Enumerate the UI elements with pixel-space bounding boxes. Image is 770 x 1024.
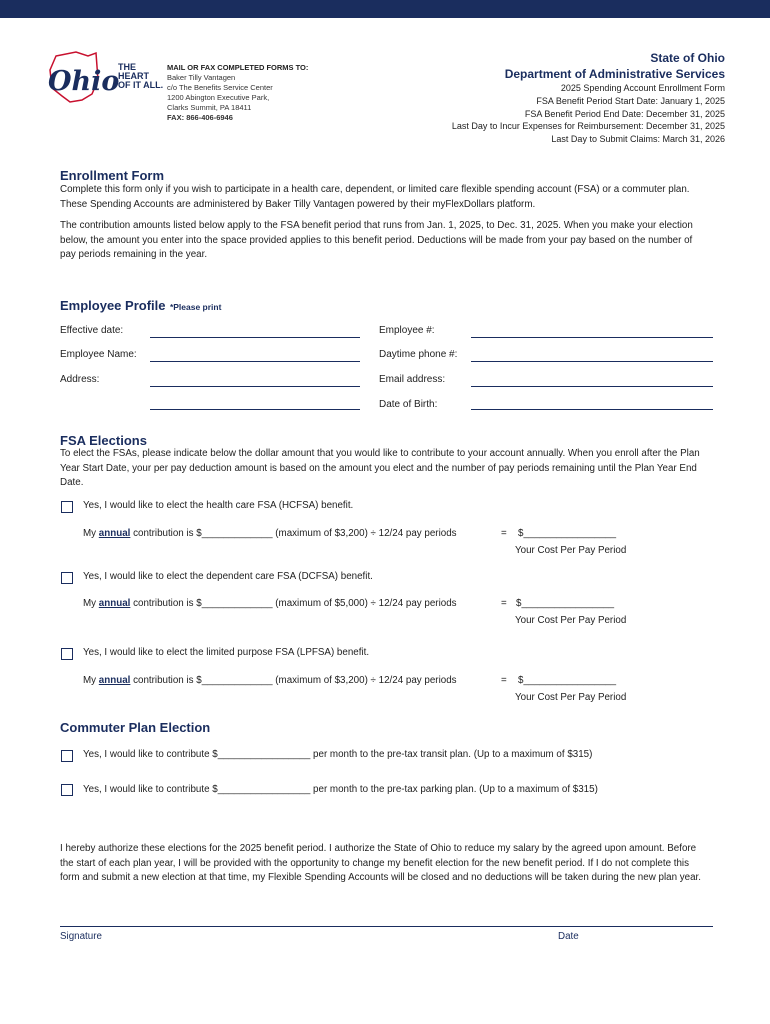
logo-line-1: THE [118, 62, 136, 72]
hcfsa-label: Yes, I would like to elect the health care FSA (HCFSA) benefit. [83, 500, 354, 511]
lpfsa-contribution-text[interactable]: contribution is $_____________ (maximum of $3,200) ÷ 12/24 pay periods [133, 675, 457, 686]
date-label: Date [558, 931, 579, 942]
employee-name-label: Employee Name: [60, 349, 137, 360]
fsa-heading: FSA Elections [60, 433, 147, 448]
dcfsa-cost-label: Your Cost Per Pay Period [515, 615, 627, 626]
dcfsa-label: Yes, I would like to elect the dependent care FSA (DCFSA) benefit. [83, 571, 373, 582]
address-field-1[interactable] [150, 386, 360, 387]
enrollment-paragraph-2: The contribution amounts listed below apply to the FSA benefit period that runs from Jan. 1, 2025, to Dec. 31, 2025. When you make your election below, the amount you enter into the space provided applies to this benefit period. Deductions will be made from your pay based on the number of pay periods remaining in the year. [60, 220, 693, 260]
lpfsa-checkbox[interactable] [61, 648, 73, 660]
logo-line-2: HEART [118, 71, 149, 81]
hcfsa-cost-label: Your Cost Per Pay Period [515, 545, 627, 556]
dob-label: Date of Birth: [379, 399, 438, 410]
lpfsa-cost-label: Your Cost Per Pay Period [515, 692, 627, 703]
effective-date-label: Effective date: [60, 325, 124, 336]
dcfsa-contribution-text[interactable]: contribution is $_____________ (maximum of $5,000) ÷ 12/24 pay periods [133, 598, 457, 609]
print-note: *Please print [169, 302, 222, 312]
mail-line: Clarks Summit, PA 18411 [167, 103, 252, 112]
hcfsa-contribution-text[interactable]: contribution is $_____________ (maximum of $3,200) ÷ 12/24 pay periods [133, 528, 457, 539]
state-info [452, 50, 725, 146]
period-start-line: FSA Benefit Period Start Date: January 1, 2025 [536, 95, 725, 106]
transit-checkbox[interactable] [61, 750, 73, 762]
hcfsa-contribution-row [83, 528, 457, 539]
address-label: Address: [60, 374, 100, 385]
daytime-phone-label: Daytime phone #: [379, 349, 458, 360]
mail-line: Baker Tilly Vantagen [167, 73, 236, 82]
ohio-logo [46, 50, 164, 106]
transit-election[interactable]: Yes, I would like to contribute $_________________ per month to the pre-tax transit plan. (Up to a maximum of $315) [83, 749, 593, 760]
last-day-claims-line: Last Day to Submit Claims: March 31, 2026 [551, 134, 725, 145]
mailing-info [167, 63, 308, 123]
contribution-prefix: My [83, 675, 97, 686]
daytime-phone-field[interactable] [471, 361, 713, 362]
dcfsa-checkbox[interactable] [61, 572, 73, 584]
equals-sign: = [501, 675, 507, 686]
department-name: Department of Administrative Services [504, 67, 725, 81]
period-end-line: FSA Benefit Period End Date: December 31, 2025 [524, 108, 725, 119]
logo-line-3: OF IT ALL. [118, 80, 164, 90]
hcfsa-checkbox[interactable] [61, 501, 73, 513]
parking-checkbox[interactable] [61, 784, 73, 796]
employee-name-field[interactable] [150, 361, 360, 362]
authorization-paragraph: I hereby authorize these elections for the 2025 benefit period. I authorize the State of Ohio to reduce my salary by the agreed upon amount. Before the start of each plan year, I will be provided with the opportunity to change my benefit election for the new benefit period. If I do not complete this form and submit a new election at that time, my Flexible Spending Accounts will be closed and no deductions will be taken during the new plan year. [60, 843, 701, 883]
lpfsa-cost-field[interactable]: $_________________ [518, 675, 617, 686]
logo-word: Ohio [48, 66, 120, 97]
enrollment-paragraph-1: Complete this form only if you wish to participate in a health care, dependent, or limited care flexible spending account (FSA) or a commuter plan. These Spending Accounts are administered by Baker Tilly Vantagen powered by their myFlexDollars platform. [60, 184, 690, 210]
address-field-2[interactable] [150, 409, 360, 410]
mail-line: c/o The Benefits Service Center [167, 83, 273, 92]
profile-heading-row [60, 297, 221, 315]
form-title-line: 2025 Spending Account Enrollment Form [560, 83, 725, 93]
hcfsa-cost-field[interactable]: $_________________ [518, 528, 617, 539]
lpfsa-contribution-row [83, 675, 457, 686]
lpfsa-label: Yes, I would like to elect the limited purpose FSA (LPFSA) benefit. [83, 647, 370, 658]
profile-heading: Employee Profile [60, 298, 166, 313]
top-banner [0, 0, 770, 18]
fax-label: FAX: [167, 113, 185, 122]
state-name: State of Ohio [650, 51, 725, 65]
mail-heading: MAIL OR FAX COMPLETED FORMS TO: [167, 63, 309, 72]
annual-emphasis: annual [98, 598, 131, 609]
parking-election[interactable]: Yes, I would like to contribute $_________________ per month to the pre-tax parking plan. (Up to a maximum of $315) [83, 784, 598, 795]
effective-date-field[interactable] [150, 337, 360, 338]
signature-line[interactable] [60, 926, 713, 927]
contribution-prefix: My [83, 528, 97, 539]
fax-line [167, 113, 308, 123]
annual-emphasis: annual [98, 528, 131, 539]
equals-sign: = [501, 528, 507, 539]
dob-field[interactable] [471, 409, 713, 410]
last-day-incur-line: Last Day to Incur Expenses for Reimbursement: December 31, 2025 [451, 121, 725, 132]
fsa-intro: To elect the FSAs, please indicate below the dollar amount that you would like to contribute to your account annually. When you enroll after the Plan Year Start Date, your per pay deduction amount is based on the amount you elect and the number of pay periods remaining until the Plan Year End Date. [60, 448, 700, 488]
employee-number-label: Employee #: [379, 325, 435, 336]
equals-sign: = [501, 598, 507, 609]
dcfsa-cost-field[interactable]: $_________________ [516, 598, 615, 609]
email-label: Email address: [379, 374, 446, 385]
commuter-heading: Commuter Plan Election [60, 720, 211, 735]
fax-value: 866-406-6946 [186, 113, 233, 122]
signature-label: Signature [60, 931, 102, 942]
annual-emphasis: annual [98, 675, 131, 686]
contribution-prefix: My [83, 598, 97, 609]
mail-line: 1200 Abington Executive Park, [167, 93, 270, 102]
ohio-logo-mark [46, 50, 164, 106]
dcfsa-contribution-row [83, 598, 457, 609]
enrollment-heading: Enrollment Form [60, 168, 165, 183]
employee-number-field[interactable] [471, 337, 713, 338]
email-field[interactable] [471, 386, 713, 387]
